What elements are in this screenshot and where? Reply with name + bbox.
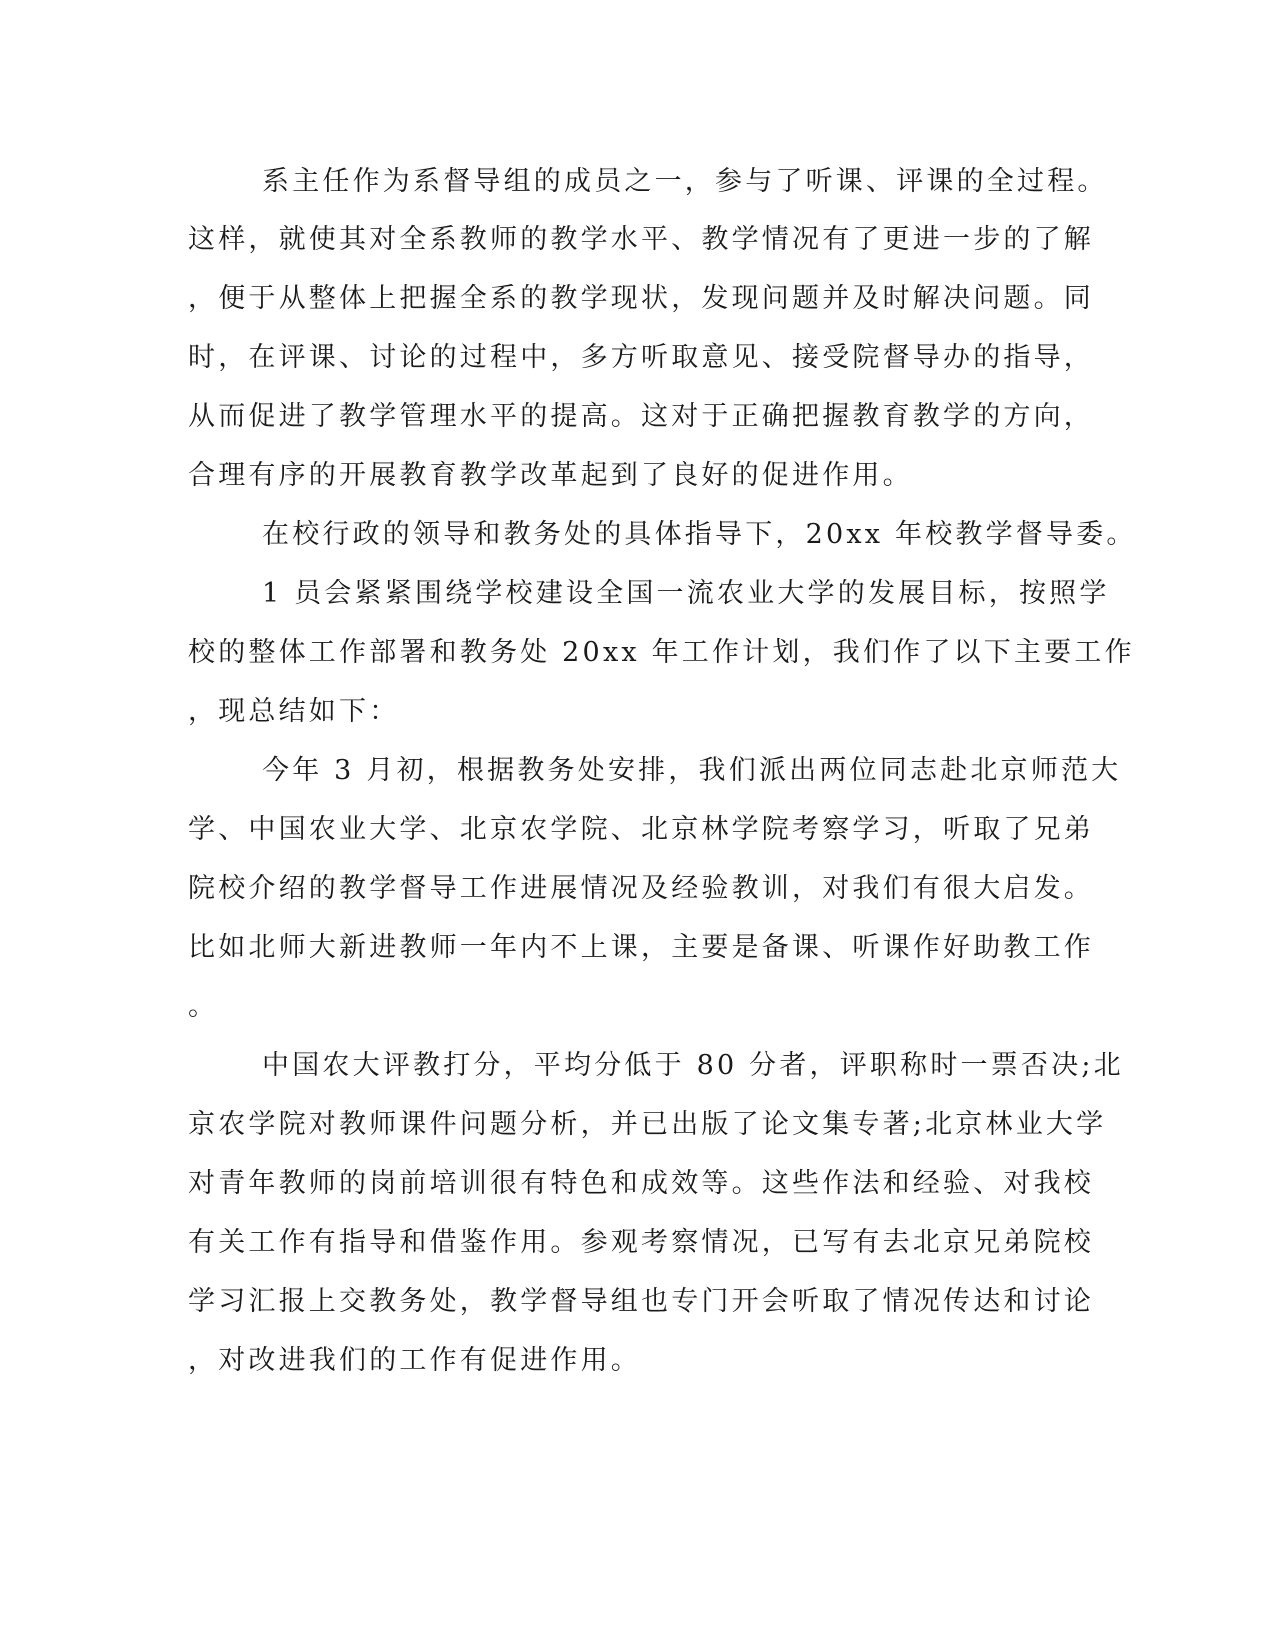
text-line: 在校行政的领导和教务处的具体指导下，20xx 年校教学督导委。 (262, 519, 1137, 550)
text-line: 有关工作有指导和借鉴作用。参观考察情况，已写有去北京兄弟院校 (188, 1227, 1094, 1258)
text-line: 对青年教师的岗前培训很有特色和成效等。这些作法和经验、对我校 (188, 1168, 1094, 1199)
text-line: 校的整体工作部署和教务处 20xx 年工作计划，我们作了以下主要工作 (188, 637, 1135, 668)
text-line: 京农学院对教师课件问题分析，并已出版了论文集专著;北京林业大学 (188, 1109, 1107, 1140)
text-line: 系主任作为系督导组的成员之一，参与了听课、评课的全过程。 (262, 166, 1108, 197)
text-line: 从而促进了教学管理水平的提高。这对于正确把握教育教学的方向， (188, 401, 1094, 432)
text-line: 今年 3 月初，根据教务处安排，我们派出两位同志赴北京师范大 (262, 755, 1122, 786)
text-line: 时，在评课、讨论的过程中，多方听取意见、接受院督导办的指导， (188, 342, 1094, 373)
text-line: 这样，就使其对全系教师的教学水平、教学情况有了更进一步的了解 (188, 224, 1094, 255)
text-line: ，对改进我们的工作有促进作用。 (188, 1345, 641, 1376)
text-line: 。 (188, 991, 219, 1022)
text-line: 学、中国农业大学、北京农学院、北京林学院考察学习，听取了兄弟 (188, 814, 1094, 845)
text-line: 比如北师大新进教师一年内不上课，主要是备课、听课作好助教工作 (188, 932, 1094, 963)
text-line: 中国农大评教打分，平均分低于 80 分者，评职称时一票否决;北 (262, 1050, 1124, 1081)
text-line: 合理有序的开展教育教学改革起到了良好的促进作用。 (188, 460, 913, 491)
text-line: 院校介绍的教学督导工作进展情况及经验教训，对我们有很大启发。 (188, 873, 1094, 904)
text-line: ，便于从整体上把握全系的教学现状，发现问题并及时解决问题。同 (188, 283, 1094, 314)
text-line: 学习汇报上交教务处，教学督导组也专门开会听取了情况传达和讨论 (188, 1286, 1094, 1317)
text-line: 1 员会紧紧围绕学校建设全国一流农业大学的发展目标，按照学 (262, 578, 1110, 609)
text-line: ，现总结如下： (188, 696, 400, 727)
